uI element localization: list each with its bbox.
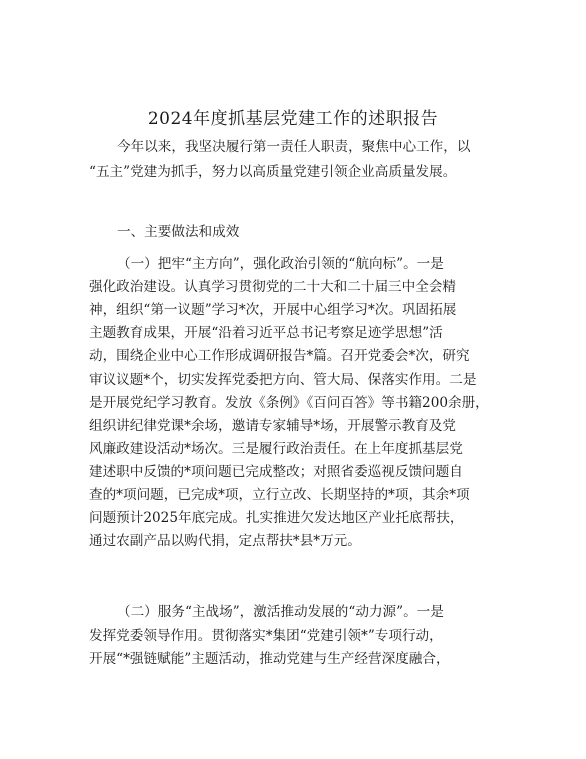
paragraph-line: 建述职中反馈的*项问题已完成整改；对照省委巡视反馈问题自 bbox=[89, 463, 463, 480]
report-title: 2024年度抓基层党建工作的述职报告 bbox=[147, 109, 439, 129]
paragraph-line: 动，围绕企业中心工作形成调研报告*篇。召开党委会*次，研究 bbox=[89, 348, 470, 365]
paragraph-line: 组织讲纪律党课*余场，邀请专家辅导*场，开展警示教育及党 bbox=[89, 417, 457, 434]
paragraph-line: 发挥党委领导作用。贯彻落实*集团“党建引领*”专项行动， bbox=[89, 627, 443, 644]
paragraph-line: 强化政治建设。认真学习贯彻党的二十大和二十届三中全会精 bbox=[89, 279, 457, 296]
paragraph-line: 主题教育成果，开展“沿着习近平总书记考察足迹学思想”活 bbox=[89, 325, 443, 342]
paragraph-line: （二）服务“主战场”，激活推动发展的“动力源”。一是 bbox=[117, 604, 444, 620]
paragraph-line: 开展“*强链赋能”主题活动，推动党建与生产经营深度融合， bbox=[89, 651, 450, 667]
paragraph-line: 神，组织“第一议题”学习*次，开展中心组学习*次。巩固拓展 bbox=[89, 302, 457, 319]
paragraph-line: （一）把牢“主方向”，强化政治引领的“航向标”。一是 bbox=[117, 256, 444, 272]
section-heading: 一、主要做法和成效 bbox=[117, 224, 240, 240]
paragraph-line: 风廉政建设活动*场次。三是履行政治责任。在上年度抓基层党 bbox=[89, 440, 463, 457]
intro-line: 今年以来，我坚决履行第一责任人职责，聚焦中心工作，以 bbox=[117, 139, 471, 155]
paragraph-line: 审议议题*个，切实发挥党委把方向、管大局、保落实作用。二是 bbox=[89, 371, 477, 388]
paragraph-line: 是开展党纪学习教育。发放《条例》《百问百答》等书籍200余册， bbox=[89, 394, 489, 411]
paragraph-line: 通过农副产品以购代捐，定点帮扶*县*万元。 bbox=[89, 533, 361, 550]
paragraph-line: 查的*项问题，已完成*项，立行立改、长期坚持的*项，其余*项 bbox=[89, 487, 470, 503]
paragraph-line: 问题预计2025年底完成。扎实推进欠发达地区产业托底帮扶， bbox=[89, 510, 464, 527]
intro-line: “五主”党建为抓手，努力以高质量党建引领企业高质量发展。 bbox=[89, 163, 457, 180]
